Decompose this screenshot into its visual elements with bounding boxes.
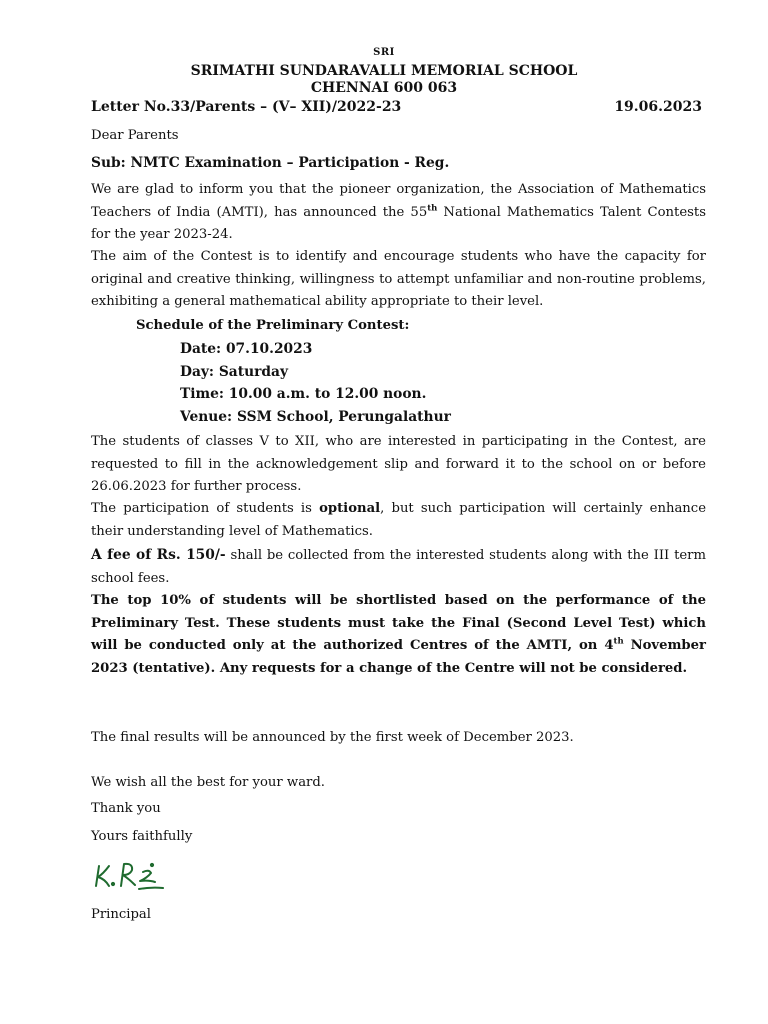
header-sri: SRI [373,47,395,58]
subject-line: Sub: NMTC Examination – Participation - Reg. [91,155,450,171]
fee-text: shall be collected from the interested students along with the III term school fees. [91,548,706,586]
intro-text-end: National Mathematics Talent Contests for the year 2023-24. [91,204,706,242]
wish-line: We wish all the best for your ward. [91,775,325,790]
school-city: CHENNAI 600 063 [310,80,458,96]
letter-date: 19.06.2023 [614,99,702,115]
shortlist-paragraph [91,590,706,680]
intro-paragraph [91,179,706,247]
intro-text: We are glad to inform you that the pioneer organization, the Association of Mathematics Teachers of India (AMTI), has announced the 55 [91,182,706,220]
closing-line: Yours faithfully [91,829,193,844]
signatory-title: Principal [91,907,152,922]
results-line: The final results will be announced by the first week of December 2023. [91,730,574,745]
shortlist-text: The top 10% of students will be shortlisted based on the performance of the Preliminary Test. These students must take the Final (Second Level Test) which will be conducted only at the authorized Centres of the AMTI, on 4 [91,593,706,653]
aim-paragraph: The aim of the Contest is to identify and encourage students who have the capacity for original and creative thinking, willingness to attempt unfamiliar and non-routine problems, exhibiting a general mathematical ability appropriate to their level. [91,249,706,309]
participation-paragraph [91,498,706,543]
participation-text-end: , but such participation will certainly enhance their understanding level of Mathematics. [91,501,706,539]
shortlist-superscript: th [613,636,624,647]
schedule-date: Date: 07.10.2023 [180,341,313,357]
participation-text: The participation of students is [91,501,320,516]
salutation: Dear Parents [91,128,179,143]
principal-signature [91,852,171,900]
classes-paragraph: The students of classes V to XII, who are interested in participating in the Contest, are requested to fill in the acknowledgement slip and forward it to the school on or before 26.06.2023 for further process. [91,434,706,494]
schedule-time: Time: 10.00 a.m. to 12.00 noon. [180,386,427,402]
thanks-line: Thank you [91,801,161,816]
letter-reference-line [91,99,706,115]
shortlist-text-end: November 2023 (tentative). Any requests for a change of the Centre will not be considered. [91,638,706,676]
schedule-heading: Schedule of the Preliminary Contest: [136,318,410,333]
letter-number: Letter No.33/Parents – (V– XII)/2022-23 [91,99,402,115]
intro-superscript: th [427,203,438,214]
school-name: SRIMATHI SUNDARAVALLI MEMORIAL SCHOOL [190,63,578,79]
participation-optional: optional [319,501,381,516]
fee-paragraph [91,544,706,590]
schedule-day: Day: Saturday [180,364,288,380]
fee-amount: A fee of Rs. 150/- [91,547,226,563]
schedule-venue: Venue: SSM School, Perungalathur [180,409,451,425]
